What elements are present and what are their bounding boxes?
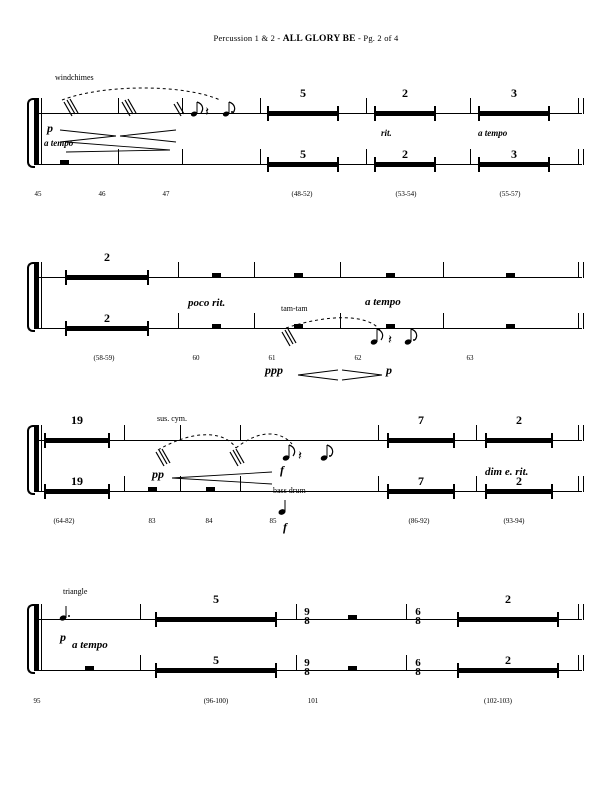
- measure-number: (102-103): [484, 697, 512, 705]
- barline: [140, 655, 141, 671]
- multirest-count: 7: [418, 413, 424, 427]
- svg-text:𝄽: 𝄽: [205, 104, 209, 119]
- barline: [578, 604, 579, 620]
- system-start-barline: [34, 425, 39, 491]
- barline: [124, 425, 125, 441]
- barline: [254, 262, 255, 278]
- header-left: Percussion 1 & 2 -: [213, 33, 283, 43]
- tempo-a-tempo: a tempo: [44, 138, 74, 148]
- tam-tam-note-group: [268, 316, 458, 352]
- barline: [583, 655, 584, 671]
- multirest-count: 2: [505, 653, 511, 667]
- multirest-bar: [485, 438, 553, 443]
- multirest-bar: [457, 617, 559, 622]
- whole-rest: [85, 666, 94, 670]
- multirest-count: 2: [505, 592, 511, 606]
- multirest-bar: [155, 617, 277, 622]
- whole-rest: [206, 487, 215, 491]
- hairpin-cresc: [172, 470, 276, 486]
- barline: [578, 476, 579, 492]
- barline: [340, 262, 341, 278]
- measure-number: 61: [268, 354, 276, 362]
- barline: [254, 313, 255, 329]
- barline: [406, 604, 407, 620]
- instrument-label-sus-cym: sus. cym.: [157, 414, 187, 423]
- tempo-a-tempo-2: a tempo: [478, 128, 508, 138]
- sus-cym-note-group: [140, 428, 320, 466]
- instrument-label-triangle: triangle: [63, 587, 88, 596]
- whole-rest: [294, 324, 303, 328]
- dynamic-p: p: [386, 363, 392, 377]
- barline: [124, 476, 125, 492]
- instrument-label-windchimes: windchimes: [55, 73, 94, 82]
- multirest-count: 2: [104, 250, 110, 264]
- measure-number: (86-92): [408, 517, 430, 525]
- whole-rest: [506, 273, 515, 277]
- time-signature-denominator: 8: [415, 666, 421, 678]
- barline: [583, 604, 584, 620]
- whole-rest: [506, 324, 515, 328]
- barline: [296, 604, 297, 620]
- measure-number: (93-94): [503, 517, 525, 525]
- measure-number: (48-52): [291, 190, 313, 198]
- measure-number: 47: [162, 190, 170, 198]
- time-signature-denominator: 8: [415, 615, 421, 627]
- barline: [140, 604, 141, 620]
- time-signature-denominator: 8: [304, 615, 310, 627]
- dynamic-p: p: [60, 630, 66, 644]
- multirest-count: 2: [516, 474, 522, 488]
- instrument-label-bass-drum: bass drum: [273, 486, 306, 495]
- barline: [583, 262, 584, 278]
- measure-number: 101: [307, 697, 319, 705]
- multirest-count: 2: [516, 413, 522, 427]
- measure-number: 45: [34, 190, 42, 198]
- measure-number: 60: [192, 354, 200, 362]
- barline: [583, 313, 584, 329]
- tempo-rit: rit.: [381, 128, 392, 138]
- barline: [178, 313, 179, 329]
- barline: [406, 655, 407, 671]
- multirest-count: 5: [213, 592, 219, 606]
- barline: [578, 313, 579, 329]
- measure-number: (55-57): [499, 190, 521, 198]
- instrument-label-tam-tam: tam-tam: [281, 304, 308, 313]
- barline: [578, 425, 579, 441]
- measure-number: 63: [466, 354, 474, 362]
- multirest-bar: [457, 668, 559, 673]
- barline: [476, 476, 477, 492]
- whole-rest: [294, 273, 303, 277]
- measure-number: (64-82): [53, 517, 75, 525]
- multirest-count: 2: [402, 147, 408, 161]
- whole-rest: [386, 324, 395, 328]
- time-signature-numerator: 6: [415, 657, 421, 669]
- barline: [583, 476, 584, 492]
- multirest-count: 19: [71, 474, 83, 488]
- start-thin-barline: [41, 604, 42, 670]
- triangle-note: [54, 604, 84, 630]
- multirest-count: 5: [213, 653, 219, 667]
- multirest-bar: [65, 275, 149, 280]
- measure-number: 83: [148, 517, 156, 525]
- sus-cym-tail-notes: [316, 428, 356, 466]
- multirest-bar: [155, 668, 277, 673]
- hairpin-cresc-dim: [298, 366, 384, 384]
- header-title: ALL GLORY BE: [282, 34, 356, 44]
- measure-number: (96-100): [203, 697, 229, 705]
- whole-rest: [348, 666, 357, 670]
- time-signature-denominator: 8: [304, 666, 310, 678]
- barline: [476, 425, 477, 441]
- start-thin-barline: [41, 262, 42, 328]
- time-signature-bottom: [411, 659, 425, 677]
- multirest-count: 5: [300, 147, 306, 161]
- time-signature-numerator: 6: [415, 606, 421, 618]
- multirest-count: 3: [511, 147, 517, 161]
- whole-rest: [212, 324, 221, 328]
- barline: [378, 476, 379, 492]
- dynamic-pp: pp: [152, 467, 164, 481]
- barline: [296, 655, 297, 671]
- whole-rest: [212, 273, 221, 277]
- measure-number: 85: [269, 517, 277, 525]
- barline: [378, 425, 379, 441]
- whole-rest: [348, 615, 357, 619]
- time-signature-top: [411, 608, 425, 626]
- measure-number: 84: [205, 517, 213, 525]
- multirest-count: 5: [300, 86, 306, 100]
- system-start-barline: [34, 262, 39, 328]
- multirest-count: 3: [511, 86, 517, 100]
- tempo-poco-rit: poco rit.: [188, 297, 226, 309]
- time-signature-bottom: [300, 659, 314, 677]
- measure-number: 95: [33, 697, 41, 705]
- multirest-count: 19: [71, 413, 83, 427]
- measure-number: (58-59): [93, 354, 115, 362]
- dynamic-ppp: ppp: [265, 363, 283, 377]
- time-signature-numerator: 9: [304, 657, 310, 669]
- time-signature-numerator: 9: [304, 606, 310, 618]
- multirest-count: 7: [418, 474, 424, 488]
- multirest-bar: [387, 438, 455, 443]
- multirest-bar: [65, 326, 149, 331]
- dynamic-f: f: [280, 463, 284, 477]
- barline: [578, 655, 579, 671]
- time-signature-top: [300, 608, 314, 626]
- barline: [578, 262, 579, 278]
- dynamic-p: p: [47, 121, 53, 135]
- whole-rest: [386, 273, 395, 277]
- multirest-count: 2: [104, 311, 110, 325]
- tempo-dim-e-rit: dim e. rit.: [485, 466, 529, 478]
- measure-number: 46: [98, 190, 106, 198]
- barline: [583, 425, 584, 441]
- multirest-bar: [44, 489, 110, 494]
- multirest-bar: [44, 438, 110, 443]
- multirest-bar: [387, 489, 455, 494]
- svg-text:𝄽: 𝄽: [298, 448, 302, 463]
- svg-text:𝄽: 𝄽: [388, 332, 392, 347]
- whole-rest: [148, 487, 157, 491]
- multirest-bar: [485, 489, 553, 494]
- dynamic-f-bass-drum: f: [283, 520, 287, 534]
- tempo-a-tempo: a tempo: [72, 639, 108, 651]
- start-thin-barline: [41, 425, 42, 491]
- multirest-count: 2: [402, 86, 408, 100]
- barline: [443, 262, 444, 278]
- tempo-a-tempo: a tempo: [365, 296, 401, 308]
- measure-number: 62: [354, 354, 362, 362]
- measure-number: (53-54): [395, 190, 417, 198]
- barline: [178, 262, 179, 278]
- header-right: - Pg. 2 of 4: [355, 33, 399, 43]
- system-start-barline: [34, 604, 39, 670]
